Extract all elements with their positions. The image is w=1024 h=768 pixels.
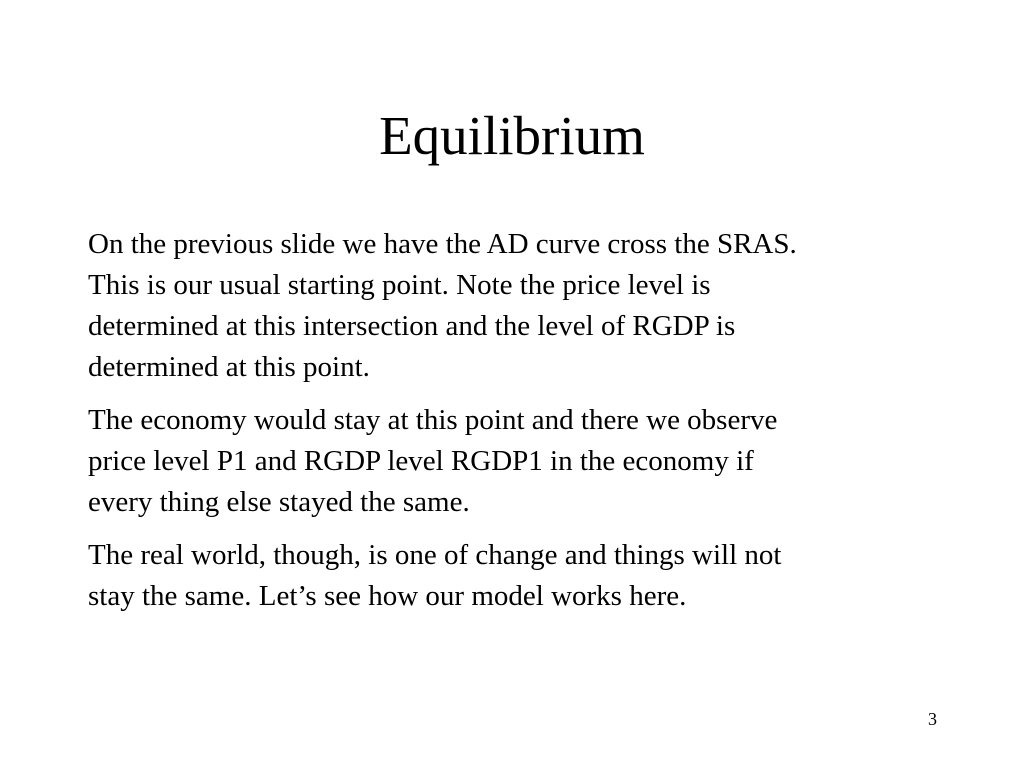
text-line: The real world, though, is one of change and things will not [88,539,782,571]
paragraph-ad-sras [88,224,940,388]
text-line: determined at this point. [88,351,370,383]
text-line: On the previous slide we have the AD curve cross the SRAS. [88,228,797,260]
paragraph-real-world [88,535,940,617]
text-line: The economy would stay at this point and there we observe [88,404,778,436]
page-number: 3 [928,709,937,729]
paragraph-economy-point [88,400,940,523]
text-line: determined at this intersection and the level of RGDP is [88,310,736,342]
text-line: This is our usual starting point. Note the price level is [88,269,711,301]
text-line: stay the same. Let’s see how our model works here. [88,580,687,612]
slide-title: Equilibrium [379,105,645,166]
text-line: every thing else stayed the same. [88,486,470,518]
slide-body [88,224,940,629]
text-line: price level P1 and RGDP level RGDP1 in the economy if [88,445,754,477]
